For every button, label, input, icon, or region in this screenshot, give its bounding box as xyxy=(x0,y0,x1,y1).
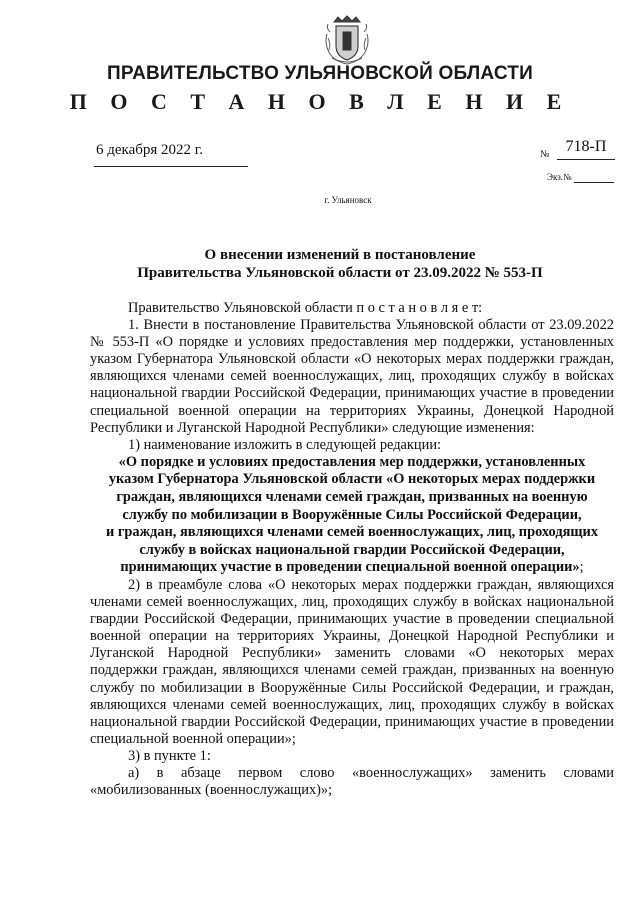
new-title-block xyxy=(90,454,614,577)
document-body xyxy=(90,300,614,799)
subitem-3-paragraph: 3) в пункте 1: xyxy=(128,747,211,764)
document-date: 6 декабря 2022 г. xyxy=(96,142,203,158)
new-title-line: службу в войсках национальной гвардии Российской Федерации, xyxy=(139,541,565,558)
subject-line-2: Правительства Ульяновской области от 23.09.2022 № 553-П xyxy=(137,265,543,281)
number-underline xyxy=(557,159,615,160)
new-title-line: указом Губернатора Ульяновской области «О некоторых мерах поддержки xyxy=(108,471,596,488)
document-number: 718-П xyxy=(565,138,607,155)
date-underline xyxy=(94,166,248,167)
subitem-1-paragraph: 1) наименование изложить в следующей редакции: xyxy=(128,436,442,453)
item-1-paragraph: 1. Внести в постановление Правительства Ульяновской области от 23.09.2022 № 553-П «О порядке и условиях предоставления мер поддержки, установленных указом Губернатора Ульяновской области «О некоторых мерах поддержки граждан, являющихся членами семей военнослужащих, лиц, проходящих службу в войсках национальной гвардии Российской Федерации, принимающих участие в проведении специальной военной операции на территориях Украины, Донецкой Народной Республики и Луганской Народной Республики» следующие изменения: xyxy=(90,317,614,436)
document-city: г. Ульяновск xyxy=(324,195,372,205)
new-title-line: «О порядке и условиях предоставления мер поддержки, установленных xyxy=(118,453,586,470)
subject-line-1: О внесении изменений в постановление xyxy=(204,247,476,263)
copy-number-underline xyxy=(574,182,614,183)
new-title-last-bold: принимающих участие в проведении специальной военной операции» xyxy=(120,559,580,576)
subitem-2-paragraph: 2) в преамбуле слова «О некоторых мерах поддержки граждан, являющихся членами семей военнослужащих, лиц, проходящих службу в войсках национальной гвардии Российской Федерации, принимающих участие в проведении специальной военной операции на территориях Украины, Донецкой Народной Республики и Луганской Народной Республики» заменить словами «О некоторых мерах поддержки граждан, являющихся членами семей граждан, призванных на военную службу по мобилизации в Вооружённые Силы Российской Федерации, и граждан, являющихся членами семей военнослужащих, лиц, проходящих службу в войсках национальной гвардии Российской Федерации, принимающих участие в проведении специальной военной операции»; xyxy=(90,577,614,747)
new-title-line: граждан, являющихся членами семей граждан, призванных на военную xyxy=(116,489,588,506)
new-title-last-tail: ; xyxy=(579,559,584,576)
document-type-title: П О С Т А Н О В Л Е Н И Е xyxy=(69,89,571,114)
coat-of-arms-icon xyxy=(322,14,372,66)
subitem-3a-paragraph: а) в абзаце первом слово «военнослужащих» заменить словами «мобилизованных (военнослужащих)»; xyxy=(90,765,614,799)
copy-number-label: Экз.№ xyxy=(547,172,572,182)
document-subject xyxy=(80,246,600,282)
new-title-line: и граждан, являющихся членами семей военнослужащих, лиц, проходящих xyxy=(105,524,599,541)
number-sign: № xyxy=(540,149,550,160)
new-title-line xyxy=(90,559,614,577)
new-title-line: службу по мобилизации в Вооружённые Силы Российской Федерации, xyxy=(122,506,582,523)
government-title: ПРАВИТЕЛЬСТВО УЛЬЯНОВСКОЙ ОБЛАСТИ xyxy=(107,63,533,84)
intro-paragraph: Правительство Ульяновской области п о с т а н о в л я е т: xyxy=(128,300,483,316)
